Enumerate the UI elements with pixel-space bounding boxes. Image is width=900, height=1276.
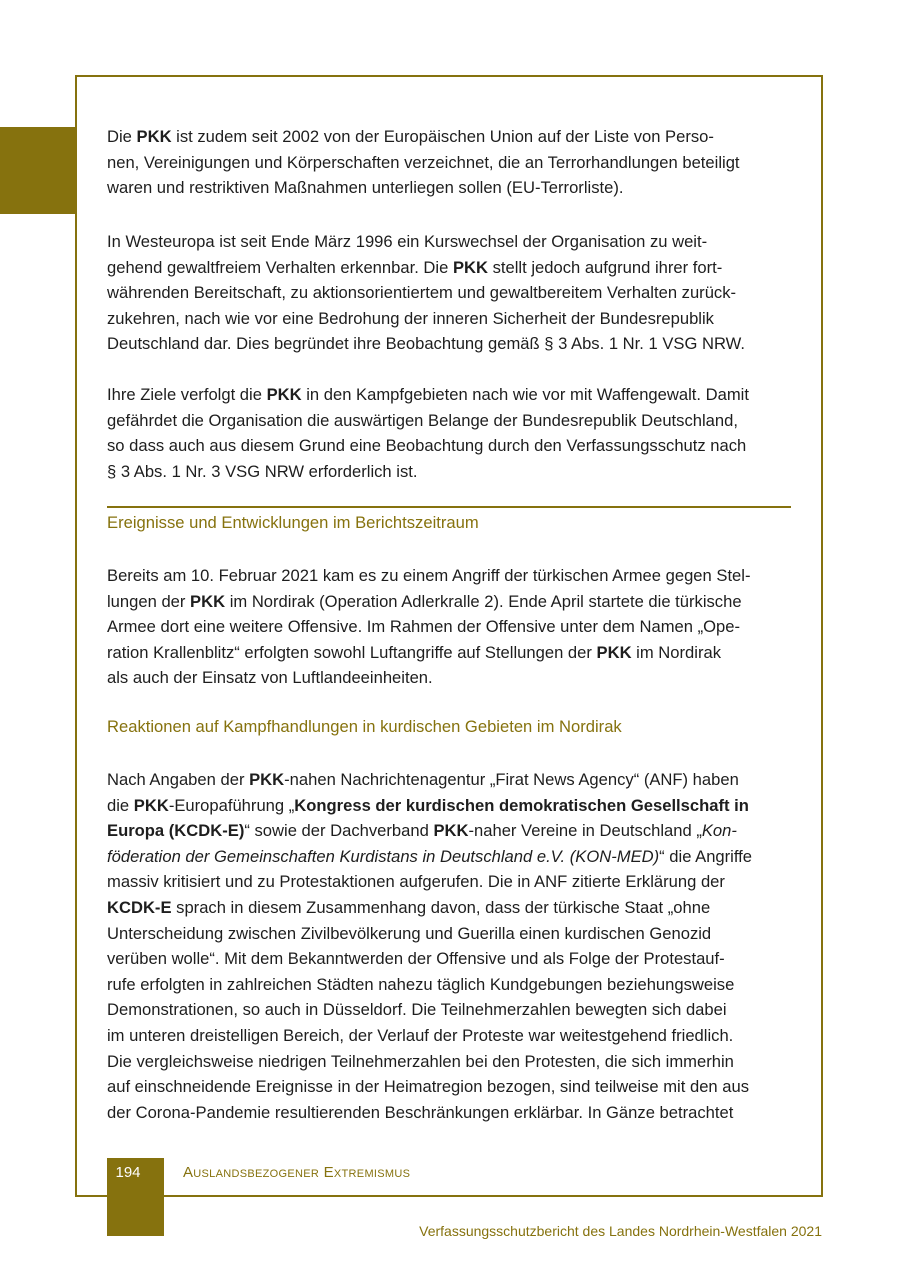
- text-run: In Westeuropa ist seit Ende März 1996 ein Kurswechsel der Organisation zu weit-: [107, 232, 708, 251]
- text-run: im Nordirak: [631, 642, 721, 662]
- bold-text-run: PKK: [433, 821, 469, 841]
- page-number: 194: [115, 1164, 141, 1181]
- chapter-title: Auslandsbezogener Extremismus: [183, 1164, 411, 1181]
- text-run: -naher Vereine in Deutschland „: [468, 821, 702, 841]
- text-run: Die vergleichsweise niedrigen Teilnehmerzahlen bei den Protesten, die sich immerhin: [107, 1051, 734, 1071]
- text-run: Deutschland dar. Dies begründet ihre Beobachtung gemäß § 3 Abs. 1 Nr. 1 VSG NRW.: [107, 334, 745, 354]
- text-run: im unteren dreistelligen Bereich, der Verlauf der Proteste war weitestgehend friedlich.: [107, 1025, 734, 1045]
- text-run: Unterscheidung zwischen Zivilbevölkerung und Guerilla einen kurdischen Genozid: [107, 923, 712, 943]
- bold-text-run: PKK: [452, 257, 488, 277]
- text-run: gefährdet die Organisation die auswärtigen Belange der Bundesrepublik Deutschland,: [107, 410, 738, 430]
- text-run: zukehren, nach wie vor eine Bedrohung der inneren Sicherheit der Bundesrepublik: [107, 308, 714, 328]
- bold-text-run: Europa (KCDK-E): [107, 821, 245, 841]
- text-run: waren und restriktiven Maßnahmen unterliegen sollen (EU-Terrorliste).: [107, 178, 624, 198]
- text-run: im Nordirak (Operation Adlerkralle 2). Ende April startete die türkische: [225, 591, 742, 611]
- text-run: Die: [107, 127, 137, 146]
- text-run: -nahen Nachrichtenagentur „Firat News Agency“ (ANF) haben: [284, 770, 739, 789]
- paragraph-kampfgebiete: [107, 382, 749, 484]
- paragraph-angriff-nordirak: [107, 563, 751, 691]
- text-run: währenden Bereitschaft, zu aktionsorientiertem und gewaltbereitem Verhalten zurück-: [107, 283, 737, 303]
- bold-text-run: PKK: [136, 127, 172, 146]
- text-run: § 3 Abs. 1 Nr. 3 VSG NRW erforderlich ist.: [107, 461, 418, 481]
- text-run: gehend gewaltfreiem Verhalten erkennbar. Die: [107, 257, 453, 277]
- text-run: rufe erfolgten in zahlreichen Städten nahezu täglich Kundgebungen beziehungsweise: [107, 974, 735, 994]
- text-run: auf einschneidende Ereignisse in der Heimatregion bezogen, sind teilweise mit den aus: [107, 1077, 750, 1097]
- section-heading-reaktionen: Reaktionen auf Kampfhandlungen in kurdischen Gebieten im Nordirak: [107, 717, 622, 736]
- text-run: Demonstrationen, so auch in Düsseldorf. Die Teilnehmerzahlen bewegten sich dabei: [107, 1000, 727, 1020]
- text-run: -Europaführung „: [168, 795, 295, 815]
- text-run: ration Krallenblitz“ erfolgten sowohl Luftangriffe auf Stellungen der: [107, 642, 597, 662]
- text-run: lungen der: [107, 591, 191, 611]
- paragraph-westeuropa: [107, 229, 745, 357]
- text-run: “ sowie der Dachverband: [244, 821, 434, 841]
- text-run: in den Kampfgebieten nach wie vor mit Waffengewalt. Damit: [301, 385, 749, 404]
- italic-text-run: föderation der Gemeinschaften Kurdistans in Deutschland e.V. (KON-MED): [107, 846, 660, 866]
- italic-text-run: Kon-: [701, 821, 737, 841]
- bold-text-run: KCDK-E: [107, 897, 172, 917]
- text-run: stellt jedoch aufgrund ihrer fort-: [487, 257, 723, 277]
- text-run: Nach Angaben der: [107, 770, 250, 789]
- text-run: so dass auch aus diesem Grund eine Beobachtung durch den Verfassungsschutz nach: [107, 436, 747, 456]
- bold-text-run: Kongress der kurdischen demokratischen Gesellschaft in: [294, 795, 749, 815]
- text-run: sprach in diesem Zusammenhang davon, dass der türkische Staat „ohne: [171, 897, 711, 917]
- text-run: nen, Vereinigungen und Körperschaften verzeichnet, die an Terrorhandlungen beteiligt: [107, 152, 740, 172]
- section-heading-ereignisse: Ereignisse und Entwicklungen im Berichtszeitraum: [107, 513, 479, 532]
- bold-text-run: PKK: [133, 795, 169, 815]
- text-run: Ihre Ziele verfolgt die: [107, 385, 267, 404]
- text-run: “ die Angriffe: [659, 846, 753, 866]
- text-run: Bereits am 10. Februar 2021 kam es zu einem Angriff der türkischen Armee gegen Stel-: [107, 566, 751, 585]
- text-run: massiv kritisiert und zu Protestaktionen aufgerufen. Die in ANF zitierte Erklärung der: [107, 872, 725, 892]
- text-run: verüben wolle“. Mit dem Bekanntwerden der Offensive und als Folge der Protestauf-: [107, 949, 725, 969]
- bold-text-run: PKK: [190, 591, 226, 611]
- paragraph-reaktionen: [107, 767, 752, 1125]
- report-title: Verfassungsschutzbericht des Landes Nordrhein-Westfalen 2021: [419, 1223, 822, 1239]
- bold-text-run: PKK: [596, 642, 632, 662]
- text-run: Armee dort eine weitere Offensive. Im Rahmen der Offensive unter dem Namen „Ope-: [107, 617, 741, 637]
- text-run: als auch der Einsatz von Luftlandeeinheiten.: [107, 668, 433, 688]
- section-divider: [107, 506, 791, 508]
- bold-text-run: PKK: [266, 385, 302, 404]
- paragraph-eu-terrorliste: [107, 124, 740, 201]
- text-run: die: [107, 795, 134, 815]
- bold-text-run: PKK: [249, 770, 285, 789]
- text-run: der Corona-Pandemie resultierenden Beschränkungen erklärbar. In Gänze betrachtet: [107, 1102, 734, 1122]
- side-color-tab: [0, 127, 75, 214]
- text-run: ist zudem seit 2002 von der Europäischen Union auf der Liste von Perso-: [171, 127, 714, 146]
